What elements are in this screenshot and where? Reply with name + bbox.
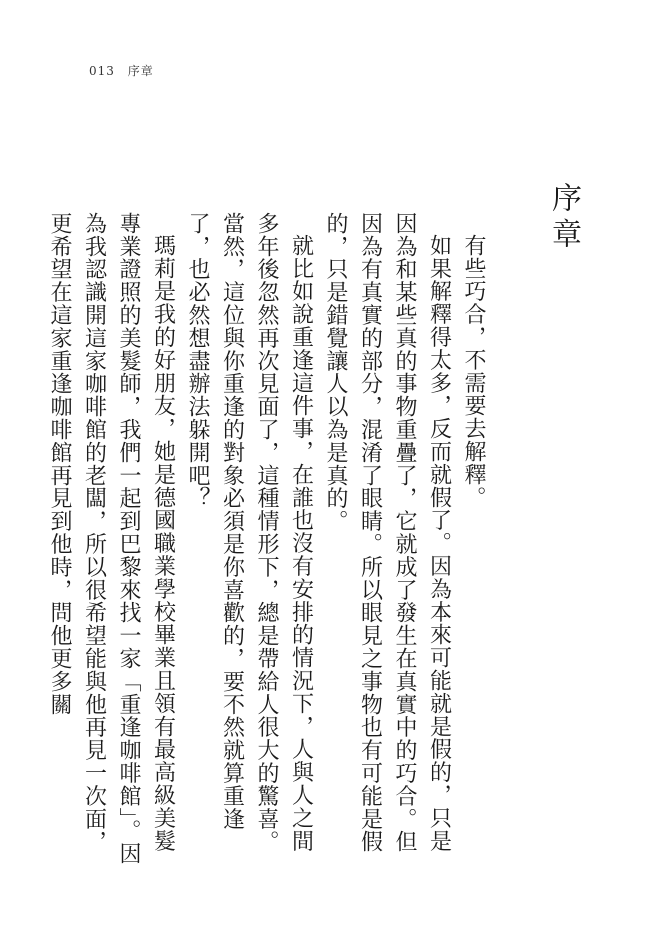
running-header-title: 序章 (127, 64, 154, 78)
vertical-body-text (42, 182, 581, 872)
running-header (89, 62, 154, 79)
paragraph-4: 瑪莉是我的好朋友，她是德國職業學校畢業且領有最高級美髮專業證照的美髮師，我們一起到巴黎來找一家「重逢咖啡館」。因為我認識開這家咖啡館的老闆，所以很希望能與他再見一次面，更希望在這家重逢咖啡館再見到他時，問他更多關 (47, 212, 176, 866)
page-number: 013 (89, 64, 115, 78)
paragraph-3: 就比如說重逢這件事，在誰也沒有安排的情況下，人與人之間多年後忽然再次見面了，這種情形下，總是帶給人很大的驚喜。當然，這位與你重逢的對象必須是你喜歡的，要不然就算重逢了，也必然想盡辦法躲開吧？ (185, 212, 314, 854)
chapter-title: 序章 (546, 182, 581, 254)
paragraph-1: 有些巧合，不需要去解釋。 (461, 234, 486, 509)
paragraph-2: 如果解釋得太多，反而就假了。因為本來可能就是假的，只是因為和某些真的事物重疊了，它就成了發生在真實中的巧合。但因為有真實的部分，混淆了眼睛。所以眼見之事物也有可能是假的，只是錯覺讓人以為是真的。 (323, 212, 452, 854)
